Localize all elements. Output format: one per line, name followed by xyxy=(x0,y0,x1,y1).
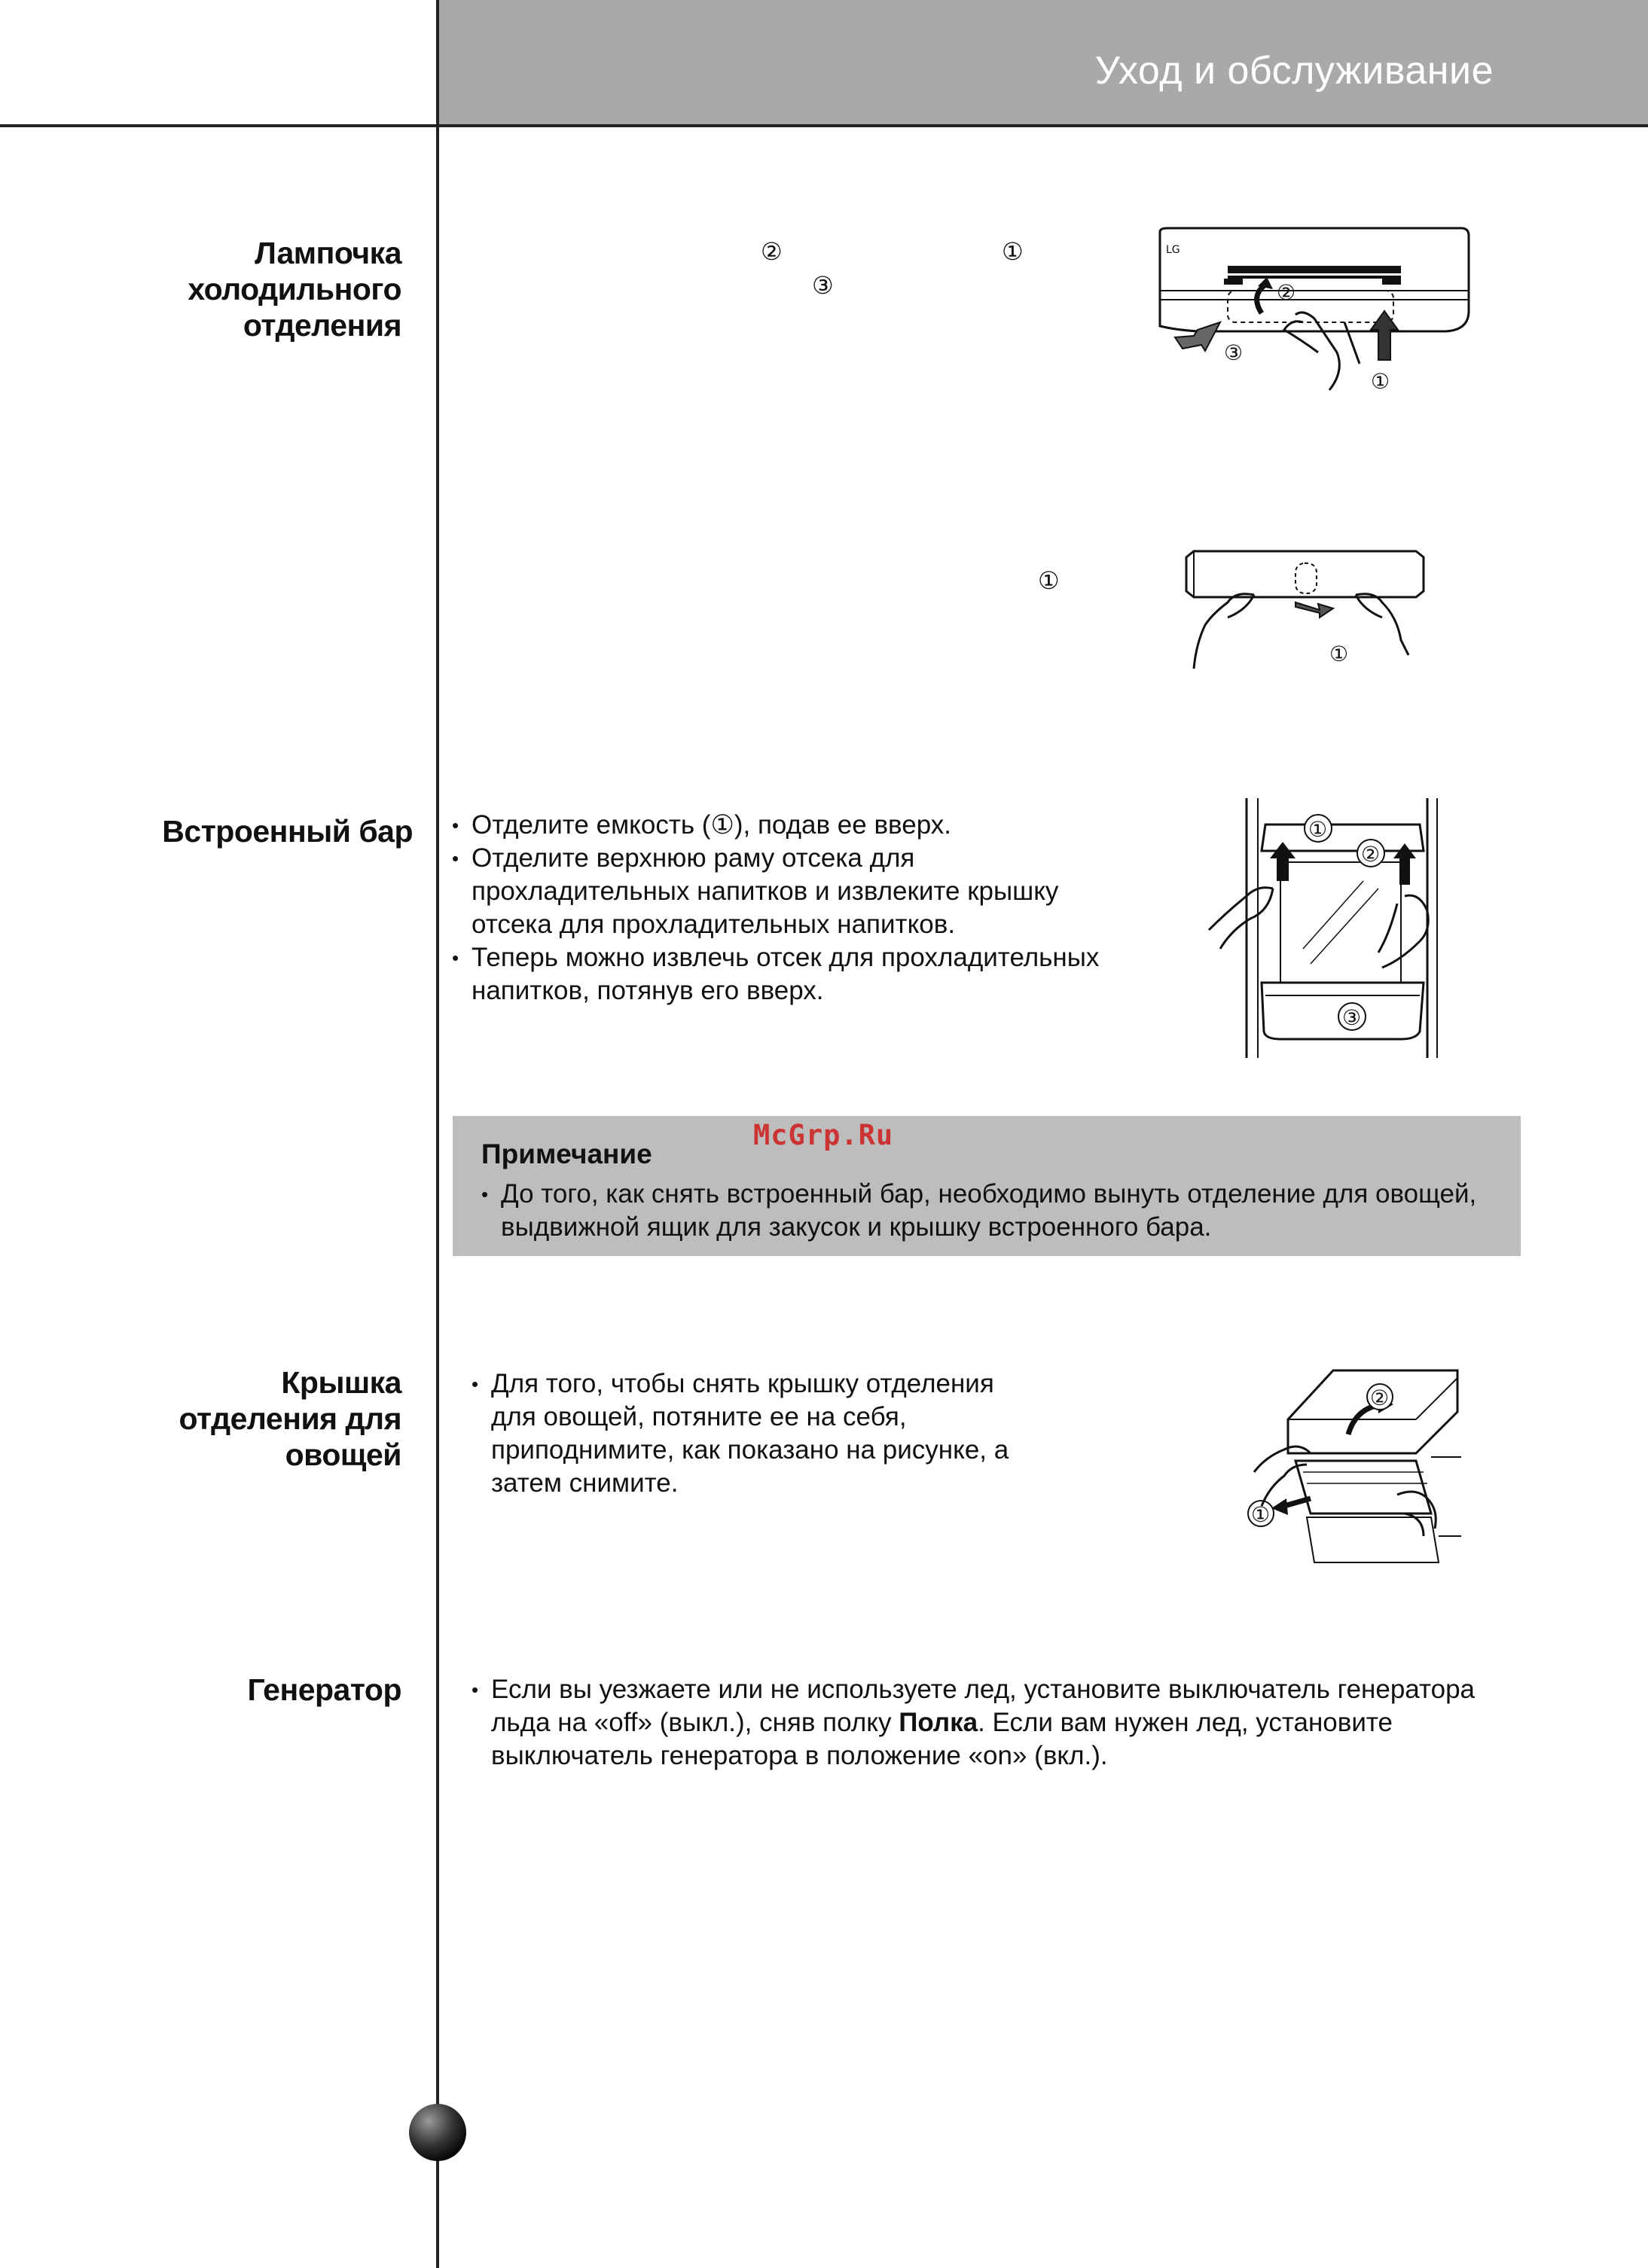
note-title: Примечание xyxy=(481,1139,652,1169)
veg-instructions xyxy=(472,1367,1044,1500)
note-box xyxy=(453,1116,1521,1256)
watermark: McGrp.Ru xyxy=(753,1119,894,1151)
header-band xyxy=(439,0,1648,124)
veg-label-2: ② xyxy=(1370,1385,1390,1410)
bar-bullet-3: • Теперь можно извлечь отсек для прохладительных напитков, потянув его вверх. xyxy=(452,941,1122,1007)
lamp-mark-3: ③ xyxy=(812,272,834,299)
header-rule xyxy=(0,124,1648,127)
lamp-cover-label-1: ① xyxy=(1371,369,1390,394)
page-marker-ball xyxy=(409,2104,466,2161)
margin-rule xyxy=(436,0,439,2268)
bar-label-3: ③ xyxy=(1342,1005,1362,1030)
lamp-box-illustration xyxy=(1183,550,1427,670)
bar-instructions xyxy=(452,809,1122,1007)
bar-bullet-1: • Отделите емкость (①), подав ее вверх. xyxy=(452,809,1122,842)
svg-text:LG: LG xyxy=(1166,244,1180,256)
page-title: Уход и обслуживание xyxy=(1094,49,1494,93)
lamp-cover-label-2: ② xyxy=(1277,280,1296,305)
ice-bullet-1: • Если вы уезжаете или не используете лед, установите выключатель генератора льда на «off» (выкл.), сняв полку Полка. Если вам нужен лед, установите выключатель генератора в положение «on» (вкл.). xyxy=(472,1673,1496,1773)
lamp-mark-1b: ① xyxy=(1038,567,1060,594)
section-title-lamp: Лампочка холодильного отделения xyxy=(188,236,401,343)
bar-illustration xyxy=(1205,798,1446,1065)
veg-illustration xyxy=(1243,1367,1461,1566)
bar-label-2: ② xyxy=(1361,842,1381,867)
section-title-veg: Крышка отделения для овощей xyxy=(179,1365,401,1472)
section-title-bar: Встроенный бар xyxy=(162,814,413,849)
ice-instructions xyxy=(472,1673,1496,1773)
lamp-mark-1: ① xyxy=(1002,238,1024,265)
lamp-mark-2: ② xyxy=(761,238,783,265)
lamp-cover-illustration xyxy=(1152,224,1476,401)
note-text: • До того, как снять встроенный бар, необходимо вынуть отделение для овощей, выдвижной ящик для закусок и крышку встроенного бара. xyxy=(481,1178,1525,1244)
lamp-box-label-1: ① xyxy=(1329,642,1349,666)
veg-bullet-1: • Для того, чтобы снять крышку отделения для овощей, потяните ее на себя, приподнимите, как показано на рисунке, а затем снимите. xyxy=(472,1367,1044,1500)
bar-bullet-2: • Отделите верхнюю раму отсека для прохладительных напитков и извлеките крышку отсека для прохладительных напитков. xyxy=(452,842,1122,941)
section-title-ice: Генератор xyxy=(247,1672,401,1707)
veg-label-1: ① xyxy=(1251,1502,1271,1527)
bar-label-1: ① xyxy=(1308,817,1328,842)
lamp-cover-label-3: ③ xyxy=(1224,340,1244,365)
